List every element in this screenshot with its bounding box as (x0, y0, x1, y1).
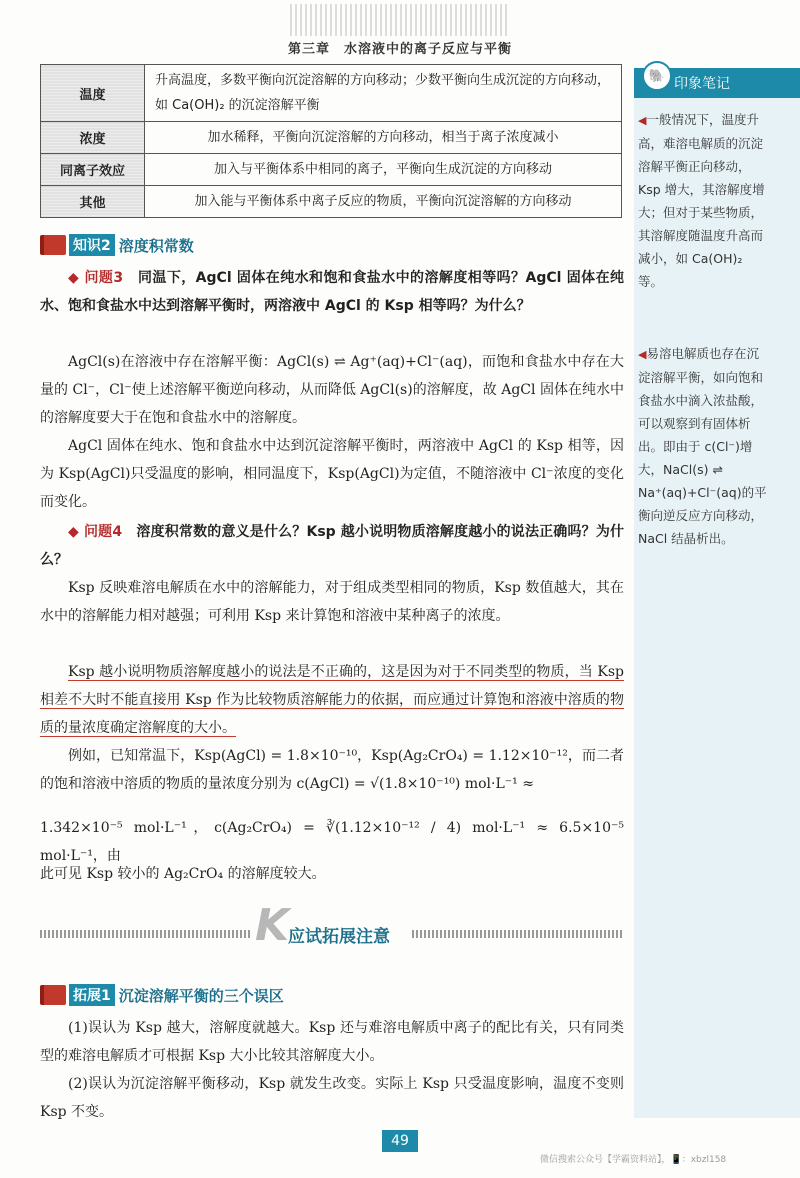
answer-3-para-1: AgCl(s)在溶液中存在溶解平衡：AgCl(s) ⇌ Ag⁺(aq)+Cl⁻(aq)，而饱和食盐水中存在大量的 Cl⁻，Cl⁻使上述溶解平衡逆向移动，从而降低 AgCl(s)的溶解度，故 AgCl 固体在纯水中的溶解度要大于在饱和食盐水中的溶解度。 (40, 354, 624, 426)
chapter-title: 第三章 水溶液中的离子反应与平衡 (287, 42, 512, 57)
table-value: 加入能与平衡体系中离子反应的物质，平衡向沉淀溶解的方向移动 (145, 186, 622, 218)
table-row (41, 65, 622, 122)
sidebar-note-1: ◀一般情况下，温度升高，难溶电解质的沉淀溶解平衡正向移动，Ksp 增大，其溶解度增大；但对于某些物质，其溶解度随温度升高而减小，如 Ca(OH)₂ 等。 (638, 112, 765, 289)
banner-title: 应试拓展注意 (288, 927, 390, 947)
triangle-marker-icon: ◀ (638, 348, 647, 361)
question-3 (40, 264, 624, 320)
table-key: 浓度 (41, 122, 145, 154)
answer-3-para-2: AgCl 固体在纯水、饱和食盐水中达到沉淀溶解平衡时，两溶液中 AgCl 的 Ksp 相等，因为 Ksp(AgCl)只受温度的影响，相同温度下，Ksp(AgCl)为定值，不随溶液中 Cl⁻浓度的变化而变化。 (40, 438, 624, 510)
section-heading-extension1 (40, 984, 284, 1006)
question-label: 问题3 (84, 270, 124, 286)
bullet-icon: ◆ (68, 524, 84, 540)
table-key: 温度 (41, 65, 145, 122)
table-row (41, 186, 622, 218)
section-tag: 拓展1 (69, 984, 115, 1006)
underlined-conclusion: Ksp 越小说明物质溶解度越小的说法是不正确的，这是因为对于不同类型的物质，当 Ksp 相差不大时不能直接用 Ksp 作为比较物质溶解能力的依据，而应通过计算饱和溶液中溶质的物质的量浓度确定溶解度的大小。 (40, 664, 624, 736)
header-decoration (290, 4, 510, 36)
banner-divider-left (40, 930, 250, 938)
banner-divider-right (412, 930, 624, 938)
table-row (41, 154, 622, 186)
bullet-icon: ◆ (68, 270, 85, 286)
section-tag: 知识2 (69, 234, 115, 256)
page-number: 49 (382, 1130, 418, 1152)
elephant-logo-icon: 🐘 (642, 61, 672, 91)
section-title: 沉淀溶解平衡的三个误区 (118, 986, 284, 1005)
table-key: 同离子效应 (41, 154, 145, 186)
table-key: 其他 (41, 186, 145, 218)
question-label: 问题4 (83, 524, 123, 540)
table-row (41, 122, 622, 154)
answer-4-para-1: Ksp 反映难溶电解质在水中的溶解能力，对于组成类型相同的物质，Ksp 数值越大，其在水中的溶解能力相对越强；可利用 Ksp 来计算饱和溶液中某种离子的浓度。 (40, 580, 624, 624)
question-text: 溶度积常数的意义是什么？Ksp 越小说明物质溶解度越小的说法正确吗？为什么？ (40, 524, 624, 568)
answer-4-para-5: 此可见 Ksp 较小的 Ag₂CrO₄ 的溶解度较大。 (40, 866, 326, 882)
watermark-text: 微信搜索公众号【学霸资料站】，📱：xbzl158 (540, 1155, 727, 1165)
question-text: 同温下，AgCl 固体在纯水和饱和食盐水中的溶解度相等吗？AgCl 固体在纯水、饱和食盐水中达到溶解平衡时，两溶液中 AgCl 的 Ksp 相等吗？为什么？ (40, 270, 625, 314)
sidebar-note-2: ◀易溶电解质也存在沉淀溶解平衡，如向饱和食盐水中滴入浓盐酸，可以观察到有固体析出。即由于 c(Cl⁻)增大，NaCl(s) ⇌ Na⁺(aq)+Cl⁻(aq)的平衡向逆反应方向移动，NaCl 结晶析出。 (638, 346, 767, 546)
sidebar-title: 印象笔记 (634, 68, 800, 98)
extension-point-2: (2)误认为沉淀溶解平衡移动，Ksp 就发生改变。实际上 Ksp 只受温度影响，温度不变则 Ksp 不变。 (40, 1076, 624, 1120)
table-value: 加水稀释，平衡向沉淀溶解的方向移动，相当于离子浓度减小 (145, 122, 622, 154)
triangle-marker-icon: ◀ (638, 114, 647, 127)
book-icon (40, 985, 66, 1005)
book-icon (40, 235, 66, 255)
section-heading-knowledge2 (40, 234, 194, 256)
answer-4-para-2 (40, 658, 624, 742)
factors-table (40, 64, 622, 218)
k-logo-icon: K (255, 900, 290, 951)
answer-4-para-4: 1.342×10⁻⁵ mol·L⁻¹，c(Ag₂CrO₄) = ∛(1.12×10⁻¹² / 4) mol·L⁻¹ ≈ 6.5×10⁻⁵ mol·L⁻¹，由 (40, 820, 624, 864)
answer-4-para-3: 例如，已知常温下，Ksp(AgCl) = 1.8×10⁻¹⁰，Ksp(Ag₂CrO₄) = 1.12×10⁻¹²，而二者的饱和溶液中溶质的物质的量浓度分别为 c(AgCl) = √(1.8×10⁻¹⁰) mol·L⁻¹ ≈ (40, 748, 624, 792)
section-title: 溶度积常数 (118, 236, 194, 255)
extension-point-1: (1)误认为 Ksp 越大，溶解度就越大。Ksp 还与难溶电解质中离子的配比有关，只有同类型的难溶电解质才可根据 Ksp 大小比较其溶解度大小。 (40, 1020, 624, 1064)
question-4 (40, 518, 624, 574)
table-value: 加入与平衡体系中相同的离子，平衡向生成沉淀的方向移动 (145, 154, 622, 186)
table-value: 升高温度，多数平衡向沉淀溶解的方向移动；少数平衡向生成沉淀的方向移动，如 Ca(OH)₂ 的沉淀溶解平衡 (145, 65, 622, 122)
